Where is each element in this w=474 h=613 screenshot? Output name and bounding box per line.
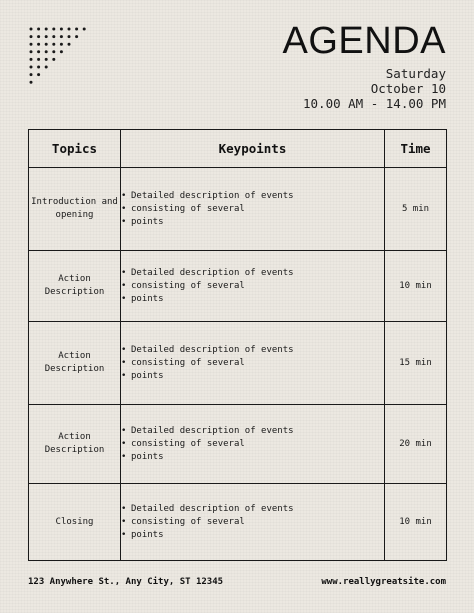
decoration-dot [30,35,33,38]
decoration-dot [83,28,86,31]
table-row [29,484,447,561]
decoration-dot [37,35,40,38]
decoration-dot [68,28,71,31]
keypoints-cell [121,405,385,484]
keypoints-cell [121,251,385,322]
time-cell: 20 min [385,405,447,484]
decoration-dot [45,43,48,46]
keypoint-item: • consisting of several [121,438,384,451]
topic-cell: Action Description [29,405,121,484]
decoration-dot [37,50,40,53]
decoration-dot [68,43,71,46]
decoration-dot [30,28,33,31]
decoration-dot [52,35,55,38]
decoration-dot [60,28,63,31]
keypoint-item: • Detailed description of events [121,267,384,280]
keypoints-cell [121,168,385,251]
keypoint-item: • consisting of several [121,516,384,529]
keypoint-item: • points [121,370,384,383]
keypoint-item: • consisting of several [121,357,384,370]
decoration-dot [52,43,55,46]
topic-cell: Action Description [29,251,121,322]
decoration-dot [52,28,55,31]
table-header-row [29,130,447,168]
decoration-dot [37,66,40,69]
decoration-dot [45,58,48,61]
decoration-dot [30,43,33,46]
footer-website[interactable]: www.reallygreatsite.com [321,577,446,587]
keypoint-item: • consisting of several [121,203,384,216]
decoration-dot [45,35,48,38]
time-cell: 10 min [385,251,447,322]
decoration-dot [52,50,55,53]
decoration-dot [52,58,55,61]
time-cell: 15 min [385,322,447,405]
time-cell: 10 min [385,484,447,561]
agenda-table [28,129,447,561]
table-row [29,168,447,251]
decoration-dot [37,73,40,76]
keypoint-item: • Detailed description of events [121,190,384,203]
keypoint-item: • points [121,451,384,464]
keypoint-item: • Detailed description of events [121,503,384,516]
decoration-dot [37,43,40,46]
topic-cell: Closing [29,484,121,561]
decoration-dot [30,66,33,69]
keypoint-item: • Detailed description of events [121,344,384,357]
keypoint-item: • points [121,293,384,306]
footer-address: 123 Anywhere St., Any City, ST 12345 [28,577,224,587]
decoration-dot [30,81,33,84]
keypoint-item: • points [121,216,384,229]
decoration-dot [30,50,33,53]
keypoint-item: • consisting of several [121,280,384,293]
decoration-dot [60,35,63,38]
decoration-dot [75,35,78,38]
dot-pattern-decoration [28,26,90,86]
column-header-time: Time [385,130,447,168]
table-row [29,251,447,322]
keypoints-cell [121,484,385,561]
page-footer [28,577,446,587]
decoration-dot [30,58,33,61]
decoration-dot [60,50,63,53]
keypoints-list [121,503,384,542]
column-header-keypoints: Keypoints [121,130,385,168]
keypoints-cell [121,322,385,405]
decoration-dot [45,28,48,31]
table-row [29,322,447,405]
decoration-dot [37,28,40,31]
decoration-dot [68,35,71,38]
decoration-dot [45,50,48,53]
keypoints-list [121,190,384,229]
table-row [29,405,447,484]
topic-cell: Action Description [29,322,121,405]
agenda-header [283,22,446,111]
decoration-dot [60,43,63,46]
keypoints-list [121,344,384,383]
keypoints-list [121,425,384,464]
decoration-dot [45,66,48,69]
keypoints-list [121,267,384,306]
decoration-dot [37,58,40,61]
column-header-topics: Topics [29,130,121,168]
keypoint-item: • points [121,529,384,542]
page-title: AGENDA [282,20,446,62]
event-date: October 10 [370,81,446,96]
time-cell: 5 min [385,168,447,251]
decoration-dot [75,28,78,31]
topic-cell: Introduction and opening [29,168,121,251]
event-day: Saturday [385,66,446,81]
keypoint-item: • Detailed description of events [121,425,384,438]
event-time-range: 10.00 AM - 14.00 PM [303,96,446,111]
decoration-dot [30,73,33,76]
